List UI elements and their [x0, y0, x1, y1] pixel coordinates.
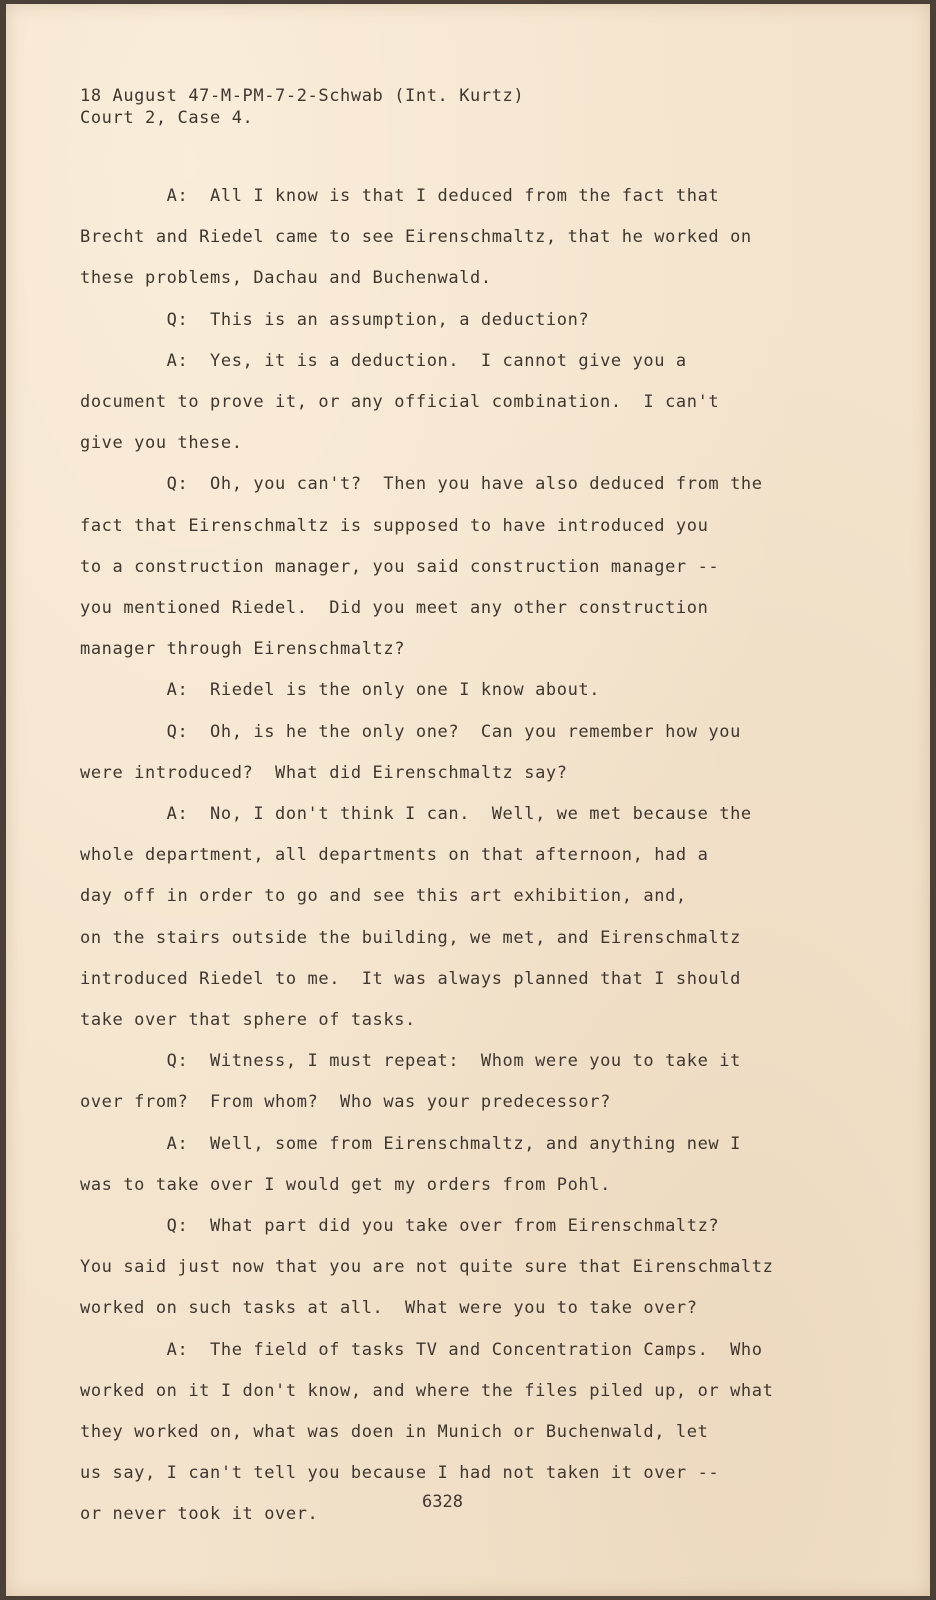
transcript-line: you mentioned Riedel. Did you meet any other construction [80, 598, 709, 618]
transcript-line: was to take over I would get my orders from Pohl. [80, 1174, 611, 1195]
transcript-line: A: No, I don't think I can. Well, we met because the [80, 804, 752, 824]
transcript-line: Q: What part did you take over from Eirenschmaltz? [80, 1216, 720, 1236]
transcript-line: document to prove it, or any official combination. I can't [80, 392, 720, 412]
transcript-line: manager through Eirenschmaltz? [80, 639, 406, 660]
transcript-line: Q: This is an assumption, a deduction? [80, 309, 590, 330]
transcript-line: give you these. [80, 433, 243, 454]
transcript-line: to a construction manager, you said construction manager -- [80, 556, 720, 577]
transcript-line: You said just now that you are not quite sure that Eirenschmaltz [80, 1257, 774, 1278]
transcript-line: on the stairs outside the building, we met, and Eirenschmaltz [80, 927, 741, 948]
transcript-line: A: Yes, it is a deduction. I cannot give you a [80, 350, 687, 371]
transcript-line: whole department, all departments on that afternoon, had a [80, 845, 709, 866]
transcript-line: A: All I know is that I deduced from the fact that [80, 186, 720, 206]
transcript-line: worked on such tasks at all. What were you to take over? [80, 1298, 698, 1319]
transcript-line: they worked on, what was doen in Munich or Buchenwald, let [80, 1422, 709, 1442]
transcript-line: were introduced? What did Eirenschmaltz say? [80, 762, 568, 783]
transcript-line: day off in order to go and see this art exhibition, and, [80, 886, 687, 907]
transcript-line: introduced Riedel to me. It was always planned that I should [80, 968, 741, 989]
transcript-line: Q: Witness, I must repeat: Whom were you to take it [80, 1051, 741, 1072]
transcript-line: Q: Oh, you can't? Then you have also deduced from the [80, 474, 763, 495]
transcript-line: or never took it over. [80, 1504, 319, 1525]
transcript-line: A: The field of tasks TV and Concentration Camps. Who [80, 1339, 763, 1360]
transcript-line: fact that Eirenschmaltz is supposed to have introduced you [80, 515, 709, 536]
transcript-line: Brecht and Riedel came to see Eirenschmaltz, that he worked on [80, 227, 752, 248]
document-page [6, 4, 930, 1596]
header-line-2: Court 2, Case 4. [80, 108, 254, 128]
header-line-1: 18 August 47-M-PM-7-2-Schwab (Int. Kurtz) [80, 86, 525, 106]
page-number: 6328 [422, 1492, 463, 1512]
transcript-line: take over that sphere of tasks. [80, 1010, 416, 1030]
transcript-line: worked on it I don't know, and where the files piled up, or what [80, 1380, 774, 1401]
transcript-line: Q: Oh, is he the only one? Can you remember how you [80, 721, 741, 742]
transcript-line: A: Riedel is the only one I know about. [80, 680, 601, 701]
transcript-line: A: Well, some from Eirenschmaltz, and anything new I [80, 1133, 741, 1154]
transcript-line: us say, I can't tell you because I had not taken it over -- [80, 1463, 720, 1484]
transcript-line: these problems, Dachau and Buchenwald. [80, 268, 492, 289]
transcript-line: over from? From whom? Who was your predecessor? [80, 1092, 611, 1113]
